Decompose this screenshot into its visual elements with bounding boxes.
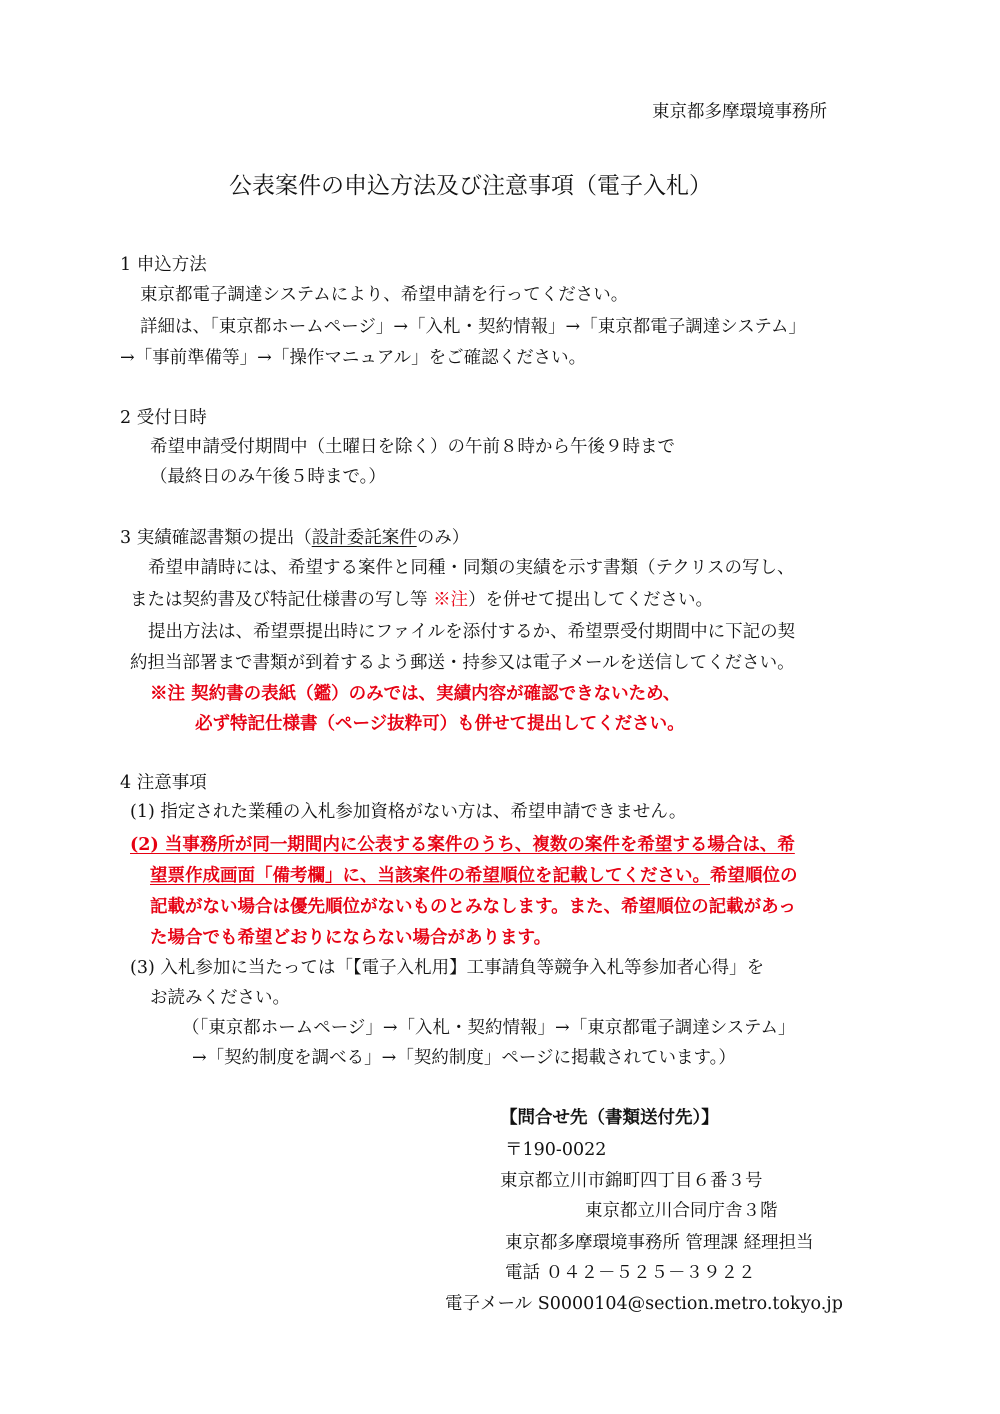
contact-heading: 【問合せ先（書類送付先）】: [500, 1108, 719, 1128]
contact-department: 東京都多摩環境事務所 管理課 経理担当: [505, 1233, 814, 1253]
section-4-item-2-line-3: 記載がない場合は優先順位がないものとみなします。また、希望順位の記載があっ: [150, 897, 796, 917]
section-3-note-1: ※注 契約書の表紙（鑑）のみでは、実績内容が確認できないため、: [150, 684, 681, 704]
section-4-item-3-line-3: （「東京都ホームページ」→「入札・契約情報」→「東京都電子調達システム」: [182, 1018, 796, 1038]
contact-address: 東京都立川市錦町四丁目６番３号: [500, 1171, 763, 1191]
section-3-line-4: 約担当部署まで書類が到着するよう郵送・持参又は電子メールを送信してください。: [130, 653, 795, 673]
section-1-line-3: →「事前準備等」→「操作マニュアル」をご確認ください。: [120, 348, 587, 368]
page-title: 公表案件の申込方法及び注意事項（電子入札）: [229, 173, 712, 199]
section-3-line-3: 提出方法は、希望票提出時にファイルを添付するか、希望票受付期間中に下記の契: [148, 622, 796, 642]
section-4-item-1: (1) 指定された業種の入札参加資格がない方は、希望申請できません。: [130, 802, 687, 822]
section-3-heading-suffix: のみ）: [416, 528, 470, 548]
section-3-heading: [120, 528, 469, 549]
section-2-line-1: 希望申請受付期間中（土曜日を除く）の午前８時から午後９時まで: [150, 437, 675, 457]
contact-building: 東京都立川合同庁舎３階: [585, 1201, 778, 1221]
section-4-item-3-line-1: (3) 入札参加に当たっては「【電子入札用】工事請負等競争入札等参加者心得」を: [130, 958, 765, 978]
section-3-line-2: [130, 590, 713, 611]
section-3-line-1: 希望申請時には、希望する案件と同種・同類の実績を示す書類（テクリスの写し、: [148, 558, 795, 578]
section-1-line-2: 詳細は、「東京都ホームページ」→「入札・契約情報」→「東京都電子調達システム」: [140, 317, 806, 337]
section-2-heading: 2 受付日時: [120, 408, 207, 428]
contact-postal-code: 〒190-0022: [505, 1140, 607, 1160]
section-3-note-2: 必ず特記仕様書（ページ抜粋可）も併せて提出してください。: [195, 714, 685, 734]
section-4-item-2-line-2: [150, 866, 798, 887]
section-4-item-2-line-4: た場合でも希望どおりにならない場合があります。: [150, 928, 552, 948]
section-1-heading: 1 申込方法: [120, 255, 207, 275]
section-3-note-mark: ※注: [433, 590, 469, 610]
section-2-line-2: （最終日のみ午後５時まで。）: [150, 467, 386, 487]
section-3-heading-prefix: 3 実績確認書類の提出（: [120, 528, 312, 548]
section-4-item-2-line-1: (2) 当事務所が同一期間内に公表する案件のうち、複数の案件を希望する場合は、希: [130, 835, 795, 855]
section-3-line-2-c: ）を併せて提出してください。: [468, 590, 714, 610]
section-4-item-2-line-2-underlined: 望票作成画面「備考欄」に、当該案件の希望順位を記載してください。: [150, 866, 710, 886]
section-4-item-3-line-4: →「契約制度を調べる」→「契約制度」ページに掲載されています。）: [192, 1048, 736, 1068]
contact-email: 電子メール S0000104@section.metro.tokyo.jp: [445, 1294, 843, 1314]
section-1-line-1: 東京都電子調達システムにより、希望申請を行ってください。: [140, 285, 629, 305]
office-name: 東京都多摩環境事務所: [652, 102, 827, 122]
section-4-heading: 4 注意事項: [120, 773, 207, 793]
section-4-item-2-line-2-rest: 希望順位の: [710, 866, 798, 886]
contact-phone: 電話 ０４２－５２５－３９２２: [505, 1263, 756, 1283]
section-4-item-3-line-2: お読みください。: [150, 988, 290, 1008]
section-3-heading-target: 設計委託案件: [311, 528, 417, 548]
section-3-line-2-a: または契約書及び特記仕様書の写し等: [130, 590, 434, 610]
